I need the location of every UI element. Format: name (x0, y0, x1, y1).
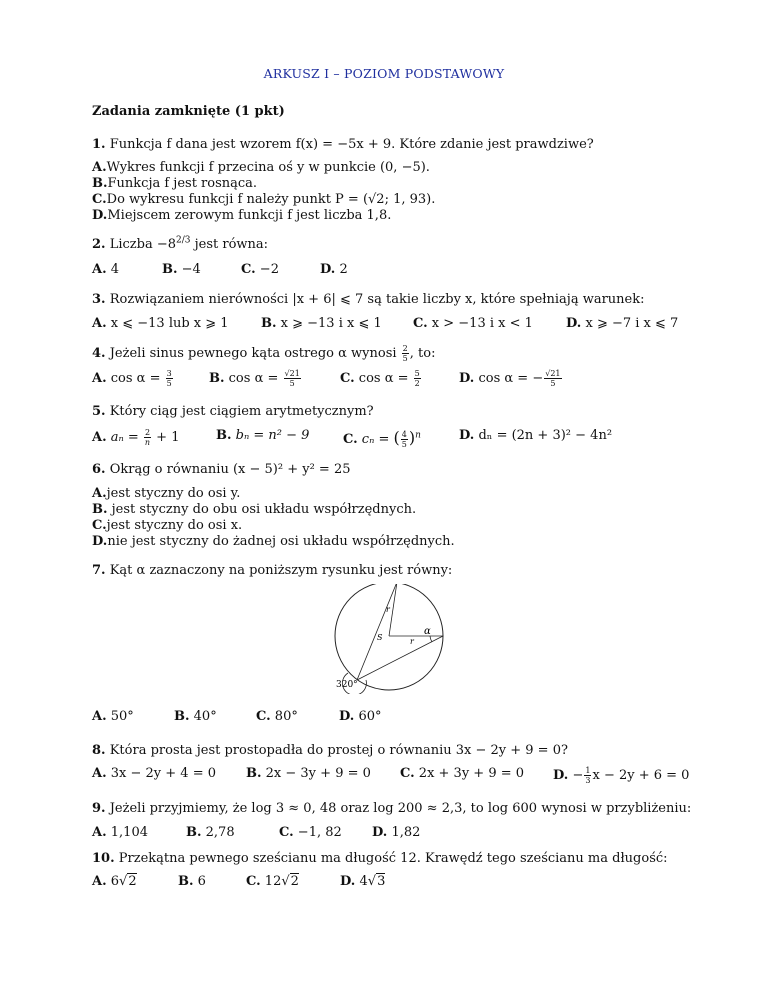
denominator: 5 (289, 379, 295, 388)
q5-option-d[interactable] (459, 428, 612, 443)
option-label: D. (320, 262, 336, 277)
question-3 (92, 292, 645, 307)
fraction (166, 369, 173, 388)
option-label: A. (92, 430, 107, 445)
option-text: 40° (193, 709, 217, 724)
q4-option-d[interactable] (459, 369, 563, 388)
label-s: S (377, 633, 383, 642)
label-320: 320° (336, 680, 358, 690)
numerator: 1 (585, 766, 591, 775)
q9-option-a[interactable] (92, 825, 148, 840)
q7-option-c[interactable] (256, 709, 298, 724)
option-text: cos α = (358, 371, 413, 386)
question-text-tail: , to: (409, 346, 436, 361)
q7-option-d[interactable] (339, 709, 382, 724)
numerator: 4 (401, 430, 407, 439)
numerator: 3 (166, 369, 172, 378)
q1-option-d[interactable] (92, 208, 391, 223)
question-5 (92, 404, 374, 419)
option-label: C. (256, 709, 271, 724)
option-text: 4 (359, 874, 368, 889)
question-text: Który ciąg jest ciągiem arytmetycznym? (109, 404, 374, 419)
question-number: 3. (92, 292, 106, 307)
question-1 (92, 137, 594, 152)
question-6 (92, 462, 351, 477)
chord-top (357, 584, 397, 680)
option-label: C. (279, 825, 294, 840)
q10-option-d[interactable]: D. 4√3 (340, 874, 386, 889)
option-label: C. (92, 192, 107, 207)
q5-option-a[interactable] (92, 428, 179, 447)
question-9 (92, 801, 691, 816)
option-label: B. (186, 825, 202, 840)
denominator: 5 (402, 354, 408, 363)
q4-option-a[interactable] (92, 369, 174, 388)
option-label: A. (92, 262, 107, 277)
option-label: B. (92, 176, 108, 191)
denominator: n (144, 438, 151, 447)
q3-option-b[interactable] (261, 316, 382, 331)
option-text: x ⩽ −13 lub x ⩾ 1 (110, 316, 229, 331)
q3-option-d[interactable] (566, 316, 678, 331)
option-text: Miejscem zerowym funkcji f jest liczba 1,8. (107, 208, 392, 223)
option-text: 6 (197, 874, 206, 889)
option-text: − (572, 768, 584, 783)
option-label: D. (339, 709, 355, 724)
question-number: 6. (92, 462, 106, 477)
q7-option-a[interactable] (92, 709, 134, 724)
question-text: Kąt α zaznaczony na poniższym rysunku jest równy: (109, 563, 453, 578)
option-label: A. (92, 160, 107, 175)
question-text: Przekątna pewnego sześcianu ma długość 12. Krawędź tego sześcianu ma długość: (118, 851, 668, 866)
q5-option-c[interactable] (343, 428, 421, 449)
radicand: 2 (128, 874, 137, 889)
circle-outline (335, 584, 443, 690)
option-text-tail: + 1 (152, 430, 180, 445)
chord-right (357, 636, 443, 680)
option-label: A. (92, 486, 107, 501)
q10-option-b[interactable] (178, 874, 206, 889)
fraction (544, 369, 561, 388)
option-label: D. (459, 428, 475, 443)
question-8 (92, 743, 568, 758)
q3-option-a[interactable] (92, 316, 229, 331)
question-text: Okrąg o równaniu (x − 5)² + y² = 25 (109, 462, 351, 477)
q6-option-c[interactable] (92, 518, 242, 533)
label-r-top: r (386, 605, 390, 614)
question-4 (92, 344, 435, 363)
q1-option-a[interactable] (92, 160, 430, 175)
question-text: Rozwiązaniem nierówności |x + 6| ⩽ 7 są takie liczby x, które spełniają warunek: (109, 292, 645, 307)
fraction (144, 428, 151, 447)
q3-option-c[interactable] (413, 316, 533, 331)
option-label: D. (340, 874, 356, 889)
q10-option-a[interactable]: A. 6√2 (92, 874, 137, 889)
denominator: 5 (401, 440, 407, 449)
q4-option-c[interactable] (340, 369, 422, 388)
option-label: D. (92, 208, 108, 223)
question-number: 9. (92, 801, 106, 816)
option-text: dₙ = (2n + 3)² − 4n² (478, 428, 613, 443)
circle-figure (320, 584, 460, 694)
option-text: 2 (339, 262, 348, 277)
question-text: Jeżeli sinus pewnego kąta ostrego α wynosi (109, 346, 401, 361)
option-text: x ⩾ −13 i x ⩽ 1 (280, 316, 382, 331)
option-text: −4 (181, 262, 201, 277)
option-text: 1,82 (391, 825, 421, 840)
question-text: Liczba −8 (109, 237, 177, 252)
option-text: aₙ = (110, 430, 143, 445)
option-label: C. (246, 874, 261, 889)
denominator: 5 (166, 379, 172, 388)
option-label: C. (241, 262, 256, 277)
q2-option-a[interactable] (92, 262, 119, 277)
option-text: cₙ = (361, 432, 394, 447)
q10-option-c[interactable]: C. 12√2 (246, 874, 299, 889)
q9-option-d[interactable] (372, 825, 420, 840)
numerator: √21 (545, 369, 561, 378)
option-label: A. (92, 874, 107, 889)
fraction (584, 766, 591, 785)
question-number: 1. (92, 137, 106, 152)
question-text-tail: jest równa: (190, 237, 269, 252)
question-2 (92, 237, 268, 252)
option-text: cos α = (228, 371, 283, 386)
option-label: D. (553, 768, 569, 783)
option-label: C. (343, 432, 358, 447)
option-text: 3x − 2y + 4 = 0 (110, 766, 216, 781)
option-text: 50° (110, 709, 134, 724)
option-text: 12 (264, 874, 282, 889)
option-text: x ⩾ −7 i x ⩽ 7 (585, 316, 679, 331)
option-text: Do wykresu funkcji f należy punkt P = (√2; 1, 93). (106, 192, 436, 207)
radicand: 2 (290, 874, 299, 889)
question-text: Jeżeli przyjmiemy, że log 3 ≈ 0, 48 oraz log 200 ≈ 2,3, to log 600 wynosi w przybliżeniu: (109, 801, 692, 816)
option-label: B. (92, 502, 108, 517)
option-text: x > −13 i x < 1 (431, 316, 533, 331)
option-text: −2 (259, 262, 279, 277)
option-label: A. (92, 766, 107, 781)
option-label: B. (162, 262, 178, 277)
option-text: jest styczny do osi y. (106, 486, 241, 501)
fraction (414, 369, 421, 388)
option-label: A. (92, 825, 107, 840)
option-text: 2x − 3y + 9 = 0 (265, 766, 371, 781)
option-label: B. (209, 371, 225, 386)
page-title: ARKUSZ I – POZIOM PODSTAWOWY (263, 66, 505, 81)
q4-option-b[interactable] (209, 369, 302, 388)
fraction (284, 369, 301, 388)
question-text: Funkcja f dana jest wzorem f(x) = −5x + 9. Które zdanie jest prawdziwe? (109, 137, 594, 152)
q8-option-b[interactable] (246, 766, 371, 781)
option-text: jest styczny do osi x. (106, 518, 243, 533)
option-text: cos α = (110, 371, 165, 386)
q2-option-b[interactable] (162, 262, 201, 277)
option-label: D. (459, 371, 475, 386)
option-label: B. (178, 874, 194, 889)
exponent: n (415, 430, 421, 441)
option-label: B. (246, 766, 262, 781)
q8-option-d[interactable] (553, 766, 689, 785)
option-label: A. (92, 371, 107, 386)
exponent: 2/3 (176, 235, 191, 246)
option-label: C. (92, 518, 107, 533)
option-text: 80° (274, 709, 298, 724)
option-label: C. (340, 371, 355, 386)
option-label: C. (413, 316, 428, 331)
numerator: 2 (402, 344, 408, 353)
option-text: 2x + 3y + 9 = 0 (418, 766, 525, 781)
option-text: 4 (110, 262, 120, 277)
denominator: 5 (550, 379, 556, 388)
question-number: 10. (92, 851, 115, 866)
paren-close: ) (408, 428, 416, 447)
q9-option-c[interactable] (279, 825, 342, 840)
option-text: 2,78 (205, 825, 235, 840)
option-label: A. (92, 709, 107, 724)
label-alpha: α (424, 626, 431, 637)
option-text: Wykres funkcji f przecina oś y w punkcie (0, −5). (106, 160, 430, 175)
question-10 (92, 851, 668, 866)
q8-option-c[interactable] (400, 766, 524, 781)
denominator: 2 (414, 379, 420, 388)
paren-open: ( (393, 428, 400, 447)
option-text: 60° (358, 709, 382, 724)
section-heading: Zadania zamknięte (1 pkt) (92, 104, 285, 119)
question-7 (92, 563, 452, 578)
option-label: B. (174, 709, 190, 724)
question-number: 5. (92, 404, 106, 419)
option-text: cos α = − (478, 371, 544, 386)
denominator: 3 (585, 776, 591, 785)
option-label: B. (216, 428, 232, 443)
q6-option-a[interactable] (92, 486, 240, 501)
option-label: B. (261, 316, 277, 331)
option-label: C. (400, 766, 415, 781)
radicand: 3 (377, 874, 386, 889)
option-text: 1,104 (110, 825, 148, 840)
option-text: 6 (110, 874, 120, 889)
fraction (401, 430, 408, 449)
option-text: nie jest styczny do żadnej osi układu współrzędnych. (107, 534, 455, 549)
question-number: 4. (92, 346, 106, 361)
q5-option-b[interactable] (216, 428, 309, 443)
numerator: 2 (144, 428, 151, 437)
option-label: D. (372, 825, 388, 840)
label-r-right: r (410, 637, 414, 646)
numerator: 5 (414, 369, 420, 378)
option-label: A. (92, 316, 107, 331)
q6-option-d[interactable] (92, 534, 455, 549)
numerator: √21 (284, 369, 300, 378)
q6-option-b[interactable] (92, 502, 416, 517)
option-label: D. (92, 534, 108, 549)
q7-option-b[interactable] (174, 709, 217, 724)
q1-option-b[interactable] (92, 176, 257, 191)
question-number: 7. (92, 563, 106, 578)
question-number: 2. (92, 237, 106, 252)
q9-option-b[interactable] (186, 825, 235, 840)
q2-option-d[interactable] (320, 262, 348, 277)
question-number: 8. (92, 743, 106, 758)
option-text: Funkcja f jest rosnąca. (107, 176, 258, 191)
option-text-tail: x − 2y + 6 = 0 (592, 768, 690, 783)
q8-option-a[interactable] (92, 766, 216, 781)
option-text: bₙ = n² − 9 (235, 428, 310, 443)
option-text: jest styczny do obu osi układu współrzędnych. (111, 502, 417, 517)
q1-option-c[interactable] (92, 192, 435, 207)
q2-option-c[interactable] (241, 262, 279, 277)
fraction (402, 344, 409, 363)
option-text: −1, 82 (297, 825, 342, 840)
option-label: D. (566, 316, 582, 331)
question-text: Która prosta jest prostopadła do prostej o równaniu 3x − 2y + 9 = 0? (109, 743, 568, 758)
